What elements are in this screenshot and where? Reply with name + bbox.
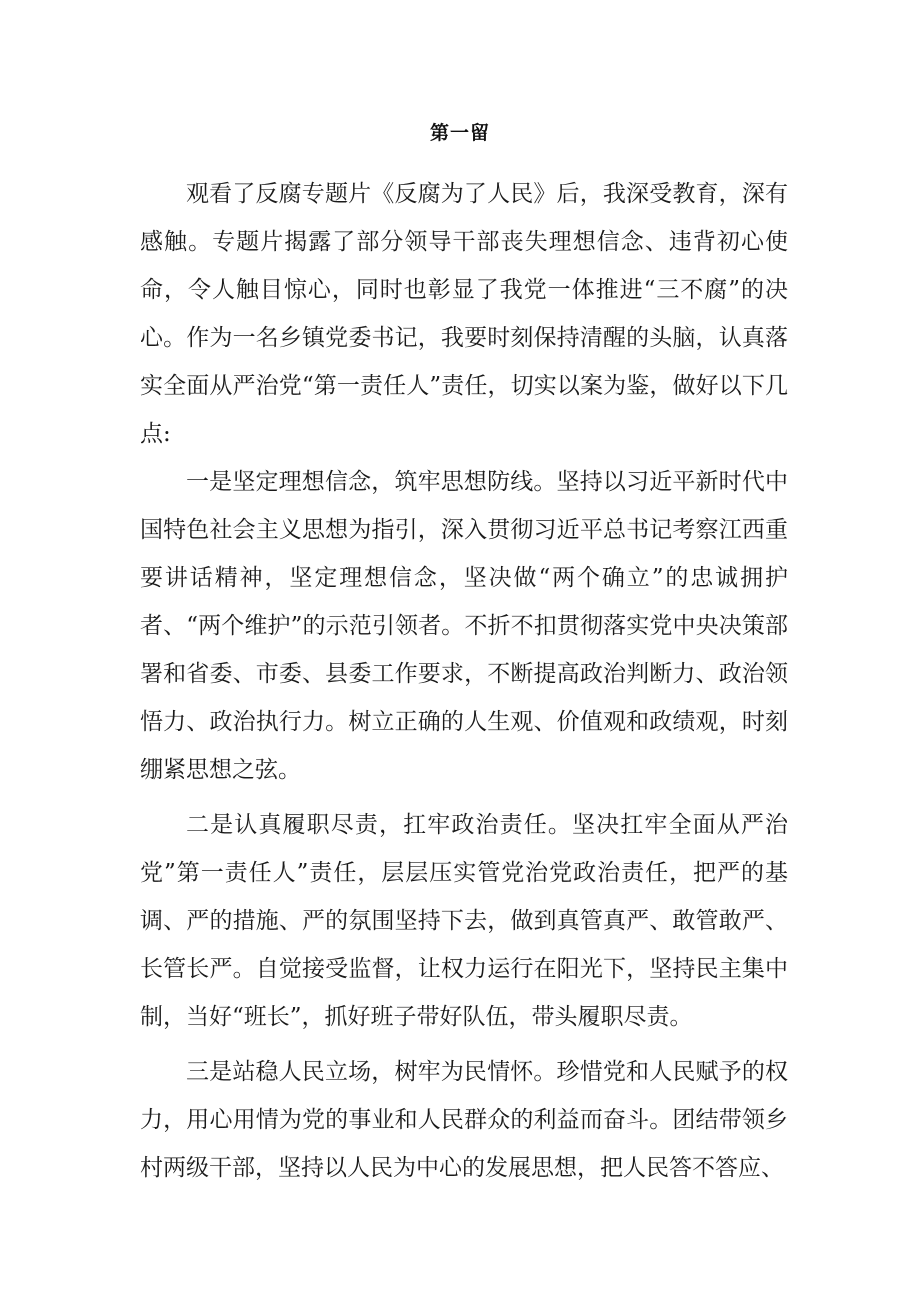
paragraph-point-three: 三是站稳人民立场，树牢为民情怀。珍惜党和人民赋予的权力，用心用情为党的事业和人民群众的利益而奋斗。团结带领乡村两级干部，坚持以人民为中心的发展思想，把人民答不答应、 <box>140 1059 788 1181</box>
paragraph-intro: 观看了反腐专题片《反腐为了人民》后，我深受教育，深有感触。专题片揭露了部分领导干部丧失理想信念、违背初心使命，令人触目惊心，同时也彰显了我党一体推进“三不腐”的决心。作为一名乡镇党委书记，我要时刻保持清醒的头脑，认真落实全面从严治党“第一责任人”责任，切实以案为鉴，做好以下几点: <box>140 181 788 447</box>
paragraph-point-one: 一是坚定理想信念，筑牢思想防线。坚持以习近平新时代中国特色社会主义思想为指引，深入贯彻习近平总书记考察江西重要讲话精神，坚定理想信念，坚决做“两个确立”的忠诚拥护者、“两个维护”的示范引领者。不折不扣贯彻落实党中央决策部署和省委、市委、县委工作要求，不断提高政治判断力、政治领悟力、政治执行力。树立正确的人生观、价值观和政绩观，时刻绷紧思想之弦。 <box>140 469 788 783</box>
document-body <box>140 170 788 1192</box>
document-title: 第一留 <box>429 122 490 144</box>
paragraph-point-two: 二是认真履职尽责，扛牢政治责任。坚决扛牢全面从严治党”第一责任人”责任，层层压实管党治党政治责任，把严的基调、严的措施、严的氛围坚持下去，做到真管真严、敢管敢严、长管长严。自觉接受监督，让权力运行在阳光下，坚持民主集中制，当好“班长”，抓好班子带好队伍，带头履职尽责。 <box>140 812 788 1030</box>
